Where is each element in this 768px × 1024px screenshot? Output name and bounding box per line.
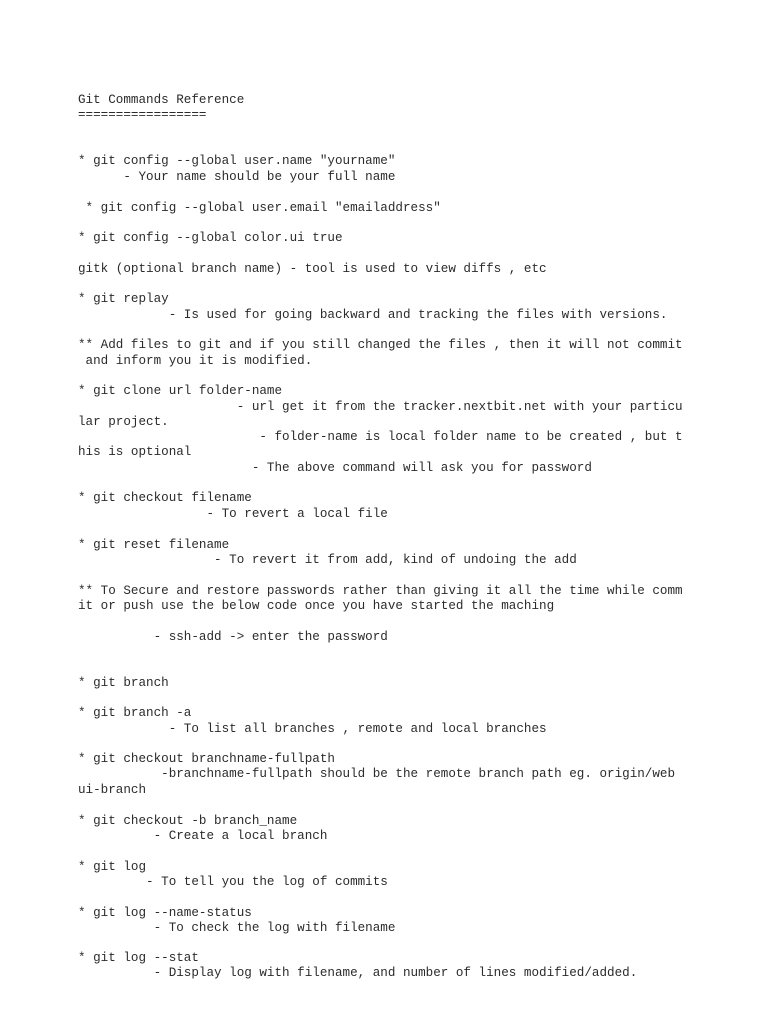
text-line: * git clone url folder-name — [78, 384, 283, 398]
text-line: * git reset filename — [78, 538, 230, 552]
text-line: - Create a local branch — [78, 829, 328, 843]
text-line: - ssh-add -> enter the password — [78, 630, 388, 644]
text-line: * git log --name-status — [78, 906, 252, 920]
text-line: - The above command will ask you for password — [78, 461, 592, 475]
text-line: lar project. — [78, 415, 169, 429]
text-line: - To list all branches , remote and local branches — [78, 722, 547, 736]
text-line: - Your name should be your full name — [78, 170, 396, 184]
text-line: * git checkout -b branch_name — [78, 814, 298, 828]
text-line: - Display log with filename, and number of lines modified/added. — [78, 966, 638, 980]
text-line: ui-branch — [78, 783, 147, 797]
text-line: - To tell you the log of commits — [78, 875, 388, 889]
title-underline: ================= — [78, 108, 207, 122]
text-line: - To revert a local file — [78, 507, 388, 521]
text-line: * git checkout branchname-fullpath — [78, 752, 335, 766]
text-line: - url get it from the tracker.nextbit.net with your particu — [78, 400, 683, 414]
text-line: ** To Secure and restore passwords rather than giving it all the time while comm — [78, 584, 683, 598]
text-line: - Is used for going backward and tracking the files with versions. — [78, 308, 668, 322]
text-line: * git log — [78, 860, 147, 874]
text-line: and inform you it is modified. — [78, 354, 313, 368]
text-line: - To check the log with filename — [78, 921, 396, 935]
text-line: * git config --global user.email "emailaddress" — [78, 201, 441, 215]
text-line: * git config --global user.name "yourname" — [78, 154, 396, 168]
text-line: - To revert it from add, kind of undoing the add — [78, 553, 577, 567]
text-line: it or push use the below code once you have started the maching — [78, 599, 555, 613]
text-line: -branchname-fullpath should be the remote branch path eg. origin/web — [78, 767, 676, 781]
text-line: * git branch -a — [78, 706, 192, 720]
text-line: * git branch — [78, 676, 169, 690]
document-title: Git Commands Reference — [78, 93, 245, 107]
text-line: * git log --stat — [78, 951, 199, 965]
text-line: ** Add files to git and if you still changed the files , then it will not commit — [78, 338, 683, 352]
text-line: * git checkout filename — [78, 491, 252, 505]
text-line: his is optional — [78, 445, 192, 459]
text-line: * git config --global color.ui true — [78, 231, 343, 245]
text-line: - folder-name is local folder name to be created , but t — [78, 430, 683, 444]
text-line: * git replay — [78, 292, 169, 306]
text-line: gitk (optional branch name) - tool is used to view diffs , etc — [78, 262, 547, 276]
